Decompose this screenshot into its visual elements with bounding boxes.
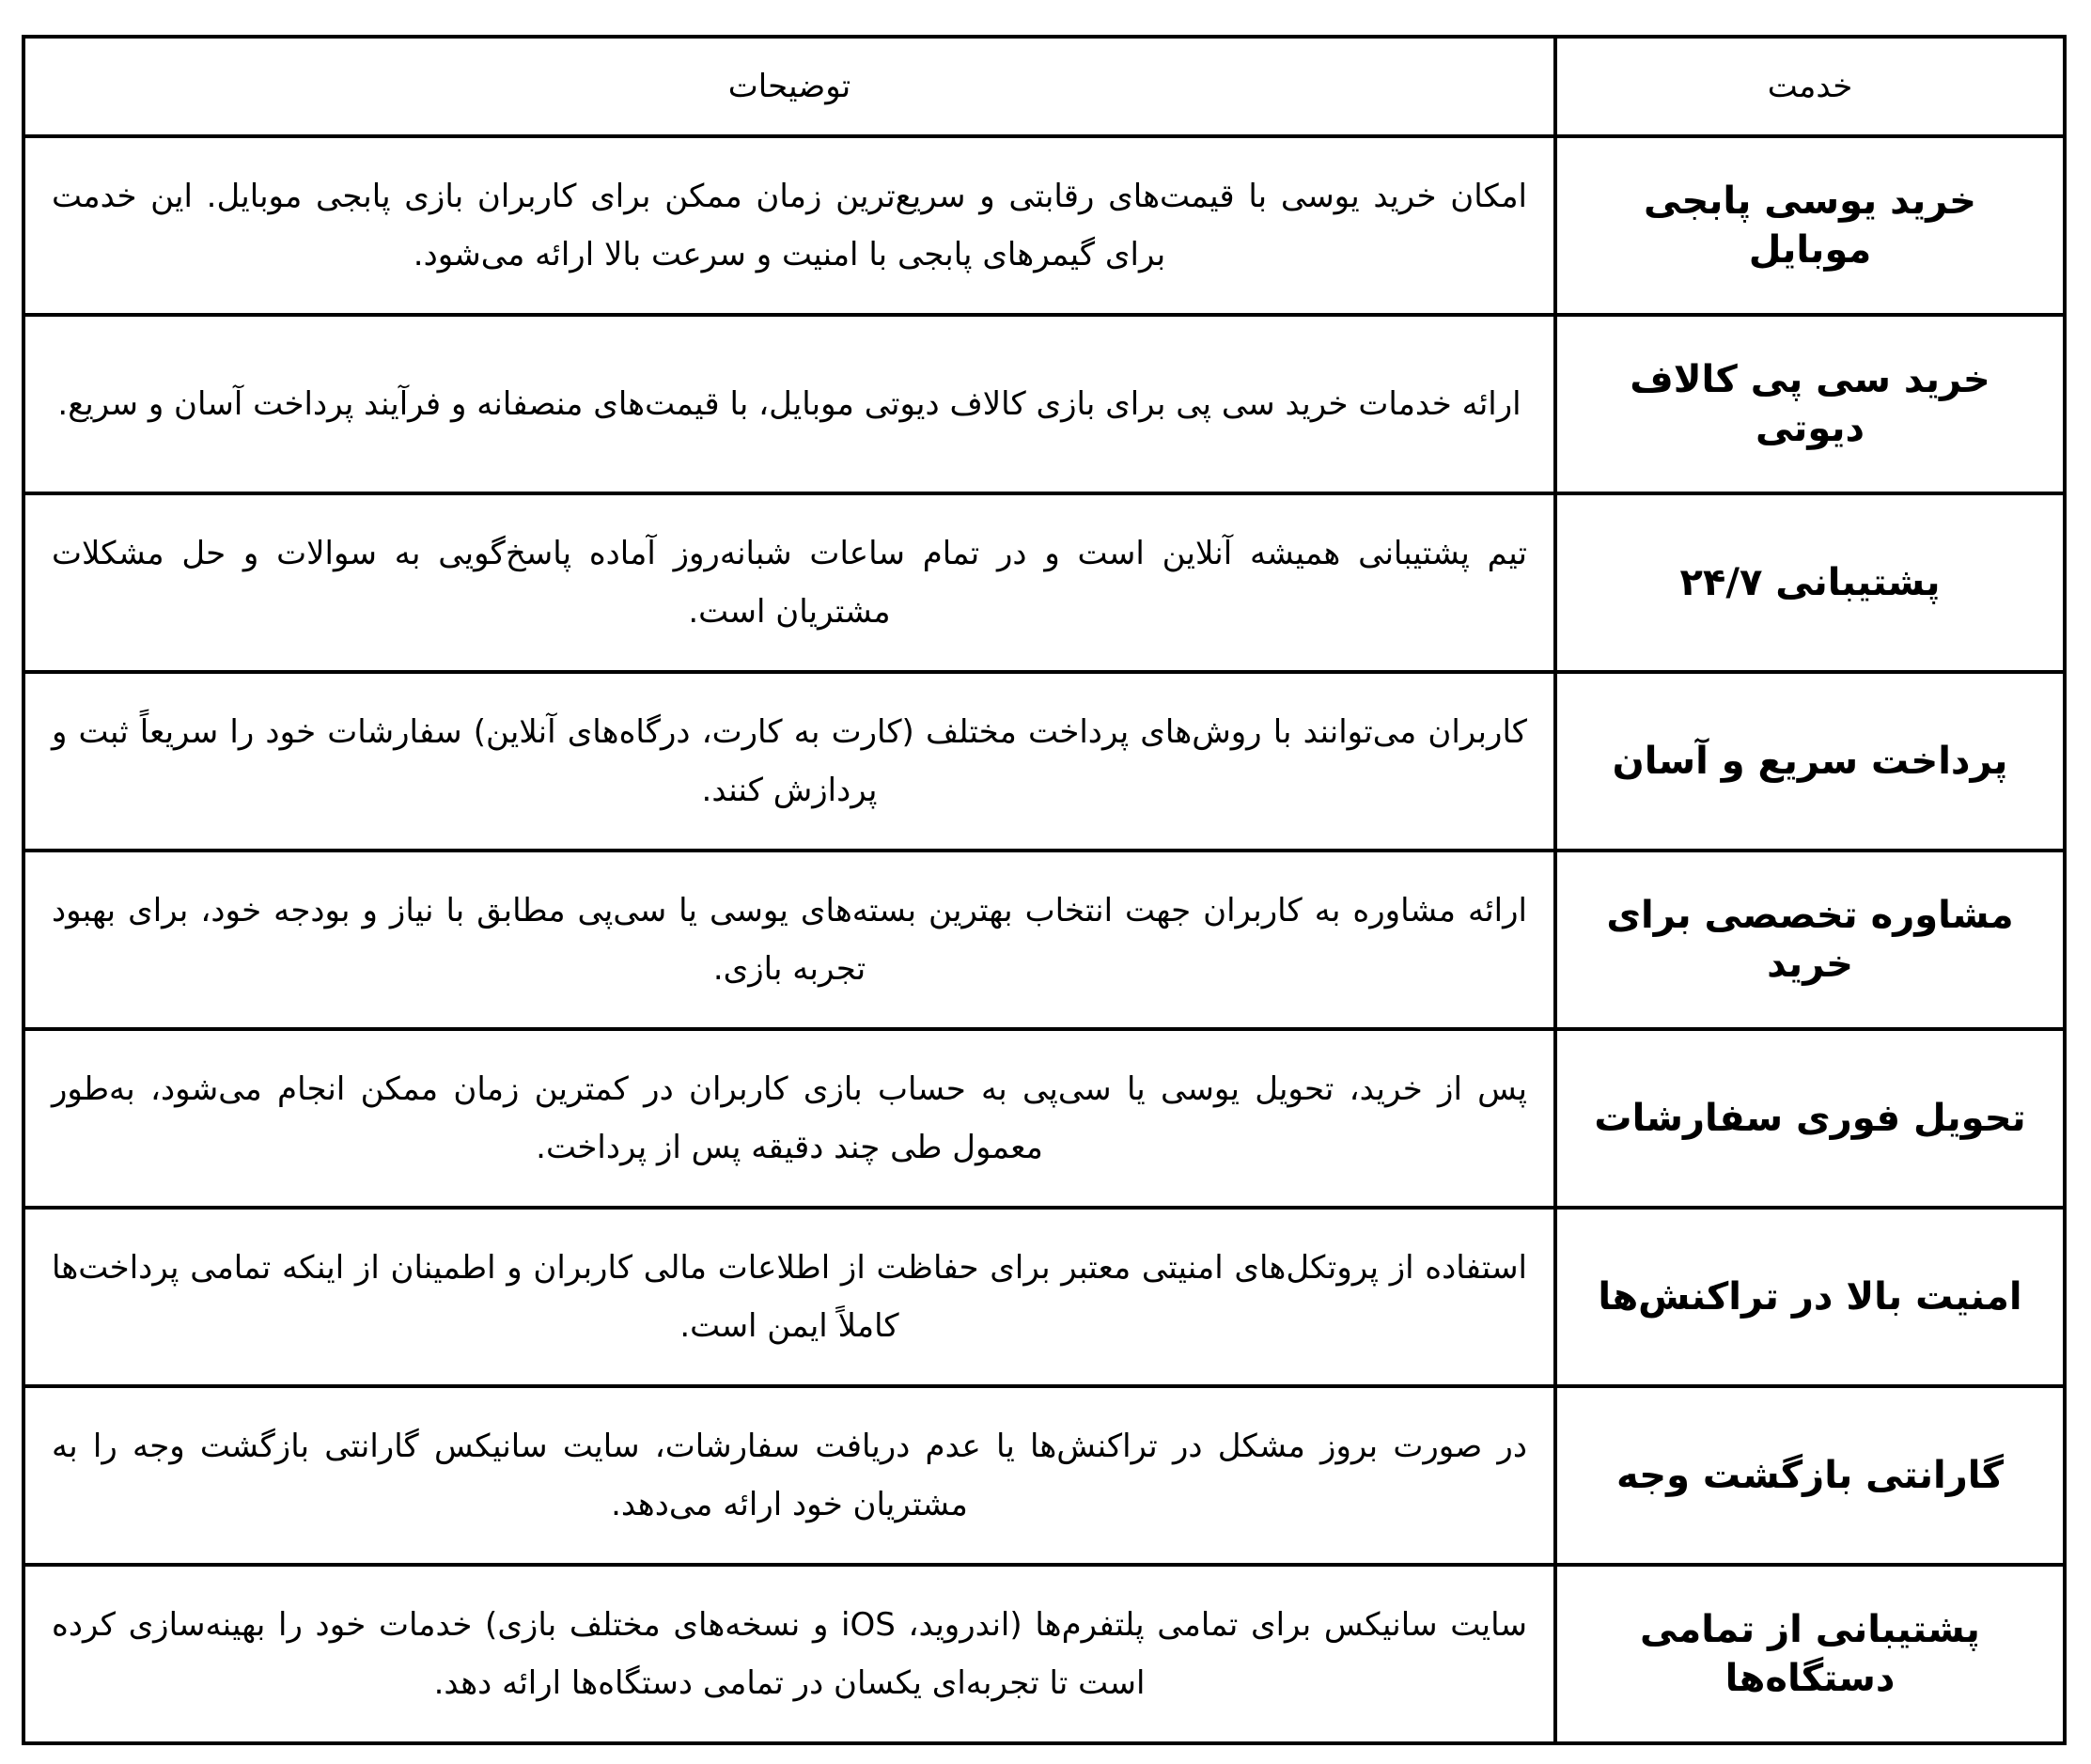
services-table (22, 35, 2067, 1745)
service-description: در صورت بروز مشکل در تراکنش‌ها یا عدم دریافت سفارشات، سایت سانیکس گارانتی بازگشت وجه را به مشتریان خود ارائه می‌دهد. (23, 1386, 1555, 1565)
document-page (25, 35, 2067, 1745)
service-name: تحویل فوری سفارشات (1555, 1029, 2065, 1208)
service-name: گارانتی بازگشت وجه (1555, 1386, 2065, 1565)
service-name: امنیت بالا در تراکنش‌ها (1555, 1208, 2065, 1386)
table-body (23, 136, 2065, 1743)
service-description: استفاده از پروتکل‌های امنیتی معتبر برای حفاظت از اطلاعات مالی کاربران و اطمینان از اینکه تمامی پرداخت‌ها کاملاً ایمن است. (23, 1208, 1555, 1386)
service-name: پشتیبانی از تمامی دستگاه‌ها (1555, 1565, 2065, 1743)
service-description: ارائه خدمات خرید سی پی برای بازی کالاف دیوتی موبایل، با قیمت‌های منصفانه و فرآیند پرداخت آسان و سریع. (23, 315, 1555, 493)
service-name: پرداخت سریع و آسان (1555, 672, 2065, 851)
service-name: خرید سی پی کالاف دیوتی (1555, 315, 2065, 493)
service-name: مشاوره تخصصی برای خرید (1555, 851, 2065, 1029)
service-description: امکان خرید یوسی با قیمت‌های رقابتی و سریع‌ترین زمان ممکن برای کاربران بازی پابجی موبایل. این خدمت برای گیمرهای پابجی با امنیت و سرعت بالا ارائه می‌شود. (23, 136, 1555, 315)
table-row (23, 493, 2065, 672)
header-service: خدمت (1555, 37, 2065, 136)
table-row (23, 672, 2065, 851)
service-description: کاربران می‌توانند با روش‌های پرداخت مختلف (کارت به کارت، درگاه‌های آنلاین) سفارشات خود را سریعاً ثبت و پردازش کنند. (23, 672, 1555, 851)
header-row (23, 37, 2065, 136)
table-row (23, 851, 2065, 1029)
table-row (23, 136, 2065, 315)
table-row (23, 1386, 2065, 1565)
header-description: توضیحات (23, 37, 1555, 136)
service-description: سایت سانیکس برای تمامی پلتفرم‌ها (اندروید، iOS و نسخه‌های مختلف بازی) خدمات خود را بهینه‌سازی کرده است تا تجربه‌ای یکسان در تمامی دستگاه‌ها ارائه دهد. (23, 1565, 1555, 1743)
service-name: خرید یوسی پابجی موبایل (1555, 136, 2065, 315)
service-description: تیم پشتیبانی همیشه آنلاین است و در تمام ساعات شبانه‌روز آماده پاسخ‌گویی به سوالات و حل مشکلات مشتریان است. (23, 493, 1555, 672)
table-row (23, 1208, 2065, 1386)
table-header (23, 37, 2065, 136)
service-description: ارائه مشاوره به کاربران جهت انتخاب بهترین بسته‌های یوسی یا سی‌پی مطابق با نیاز و بودجه خود، برای بهبود تجربه بازی. (23, 851, 1555, 1029)
service-description: پس از خرید، تحویل یوسی یا سی‌پی به حساب بازی کاربران در کمترین زمان ممکن انجام می‌شود، به‌طور معمول طی چند دقیقه پس از پرداخت. (23, 1029, 1555, 1208)
table-row (23, 1029, 2065, 1208)
service-name: پشتیبانی ۲۴/۷ (1555, 493, 2065, 672)
table-row (23, 1565, 2065, 1743)
table-row (23, 315, 2065, 493)
